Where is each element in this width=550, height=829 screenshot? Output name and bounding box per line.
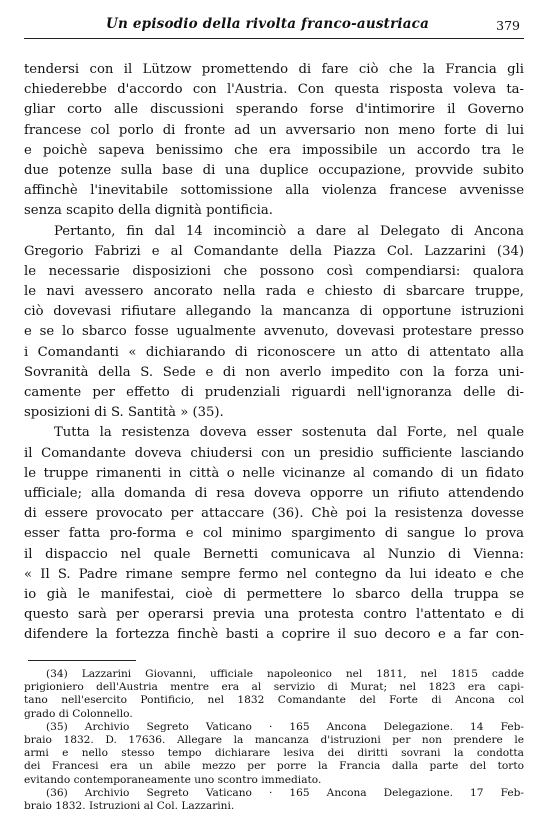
body-line: io già le manifestai, cioè di permettere lo sbarco della truppa se xyxy=(24,586,524,602)
footnote-line: braio 1832. Istruzioni al Col. Lazzarini. xyxy=(24,799,235,812)
body-line: camente per effetto di prudenziali riguardi nell'ignoranza delle di- xyxy=(24,385,524,400)
body-text xyxy=(24,60,524,645)
body-line: le navi avessero ancorato nella rada e chiesto di sbarcare truppe, xyxy=(24,284,524,300)
footnote-line: armi e nello stesso tempo dichiarare lesiva dei diritti sovrani la condotta xyxy=(24,747,524,760)
footnote-divider xyxy=(28,660,136,661)
body-line: Sovranità della S. Sede e di non averlo impedito con la forza uni- xyxy=(24,364,524,380)
body-line: di essere provocato per attaccare (36). Chè poi la resistenza dovesse xyxy=(24,506,524,522)
body-line: « Il S. Padre rimane sempre fermo nel contegno da lui ideato e che xyxy=(24,566,524,582)
body-line: e se lo sbarco fosse ugualmente avvenuto, dovevasi protestare presso xyxy=(24,324,524,340)
body-line: Gregorio Fabrizi e al Comandante della Piazza Col. Lazzarini (34) xyxy=(24,243,524,259)
body-line: questo sarà per operarsi previa una protesta contro l'attentato e di xyxy=(24,607,524,623)
running-header xyxy=(24,16,524,39)
body-line: ciò dovevasi rifiutare allegando la mancanza di opportune istruzioni xyxy=(24,304,524,320)
body-line: esser fatta pro-forma e col minimo spargimento di sangue lo prova xyxy=(24,526,524,542)
footnote-line: (34) Lazzarini Giovanni, ufficiale napoleonico nel 1811, nel 1815 cadde xyxy=(46,668,524,680)
body-line: Tutta la resistenza doveva esser sostenuta dal Forte, nel quale xyxy=(54,425,524,441)
footnotes xyxy=(24,668,524,813)
body-line: le truppe rimanenti in città o nelle vicinanze al comando di un fidato xyxy=(24,465,524,481)
body-line: il Comandante doveva chiudersi con un presidio sufficiente lasciando xyxy=(24,445,524,461)
body-line: difendere la fortezza finchè basti a coprire il suo decoro e a far con- xyxy=(24,627,524,643)
footnote-line: dei Francesi era un abile mezzo per porre la Francia dalla parte del torto xyxy=(24,760,524,773)
body-line: gliar corto alle discussioni sperando forse d'intimorire il Governo xyxy=(24,102,524,118)
body-line: tendersi con il Lützow promettendo di fare ciò che la Francia gli xyxy=(24,62,524,77)
footnote-line: grado di Colonnello. xyxy=(24,707,133,720)
running-title: Un episodio della rivolta franco-austriaca xyxy=(106,16,430,32)
footnote-line: braio 1832. D. 17636. Allegare la mancanza d'istruzioni per non prendere le xyxy=(24,733,524,746)
body-line: le necessarie disposizioni che possono così compendiarsi: qualora xyxy=(24,263,524,279)
body-line: senza scapito della dignità pontificia. xyxy=(24,203,273,219)
body-line: e poichè sapeva benissimo che era impossibile un accordo tra le xyxy=(24,142,524,158)
footnote-line: tano nell'esercito Pontificio, nel 1832 Comandante del Forte di Ancona col xyxy=(24,694,524,707)
body-line: due potenze sulla base di una duplice occupazione, provvide subito xyxy=(24,162,524,178)
body-line: ufficiale; alla domanda di resa doveva opporre un rifiuto attendendo xyxy=(24,485,524,501)
body-line: i Comandanti « dichiarando di riconoscere un atto di attentato alla xyxy=(24,344,524,360)
body-line: sposizioni di S. Santità » (35). xyxy=(24,405,224,421)
body-line: francese col porlo di fronte ad un avversario non meno forte di lui xyxy=(24,122,524,138)
footnote-line: evitando contemporaneamente uno scontro immediato. xyxy=(24,773,322,786)
body-line: affinchè l'inevitabile sottomissione alla violenza francese avvenisse xyxy=(24,183,524,199)
body-line: chiederebbe d'accordo con l'Austria. Con questa risposta voleva ta- xyxy=(24,82,524,98)
footnote-line: prigioniero dell'Austria mentre era al servizio di Murat; nel 1823 era capi- xyxy=(24,681,524,694)
footnote-line: (35) Archivio Segreto Vaticano · 165 Ancona Delegazione. 14 Feb- xyxy=(46,720,524,733)
body-line: il dispaccio nel quale Bernetti comunicava al Nunzio di Vienna: xyxy=(24,546,524,562)
page-number: 379 xyxy=(496,18,520,33)
footnote-line: (36) Archivio Segreto Vaticano · 165 Ancona Delegazione. 17 Feb- xyxy=(46,786,524,799)
body-line: Pertanto, fin dal 14 incominciò a dare al Delegato di Ancona xyxy=(54,223,524,239)
